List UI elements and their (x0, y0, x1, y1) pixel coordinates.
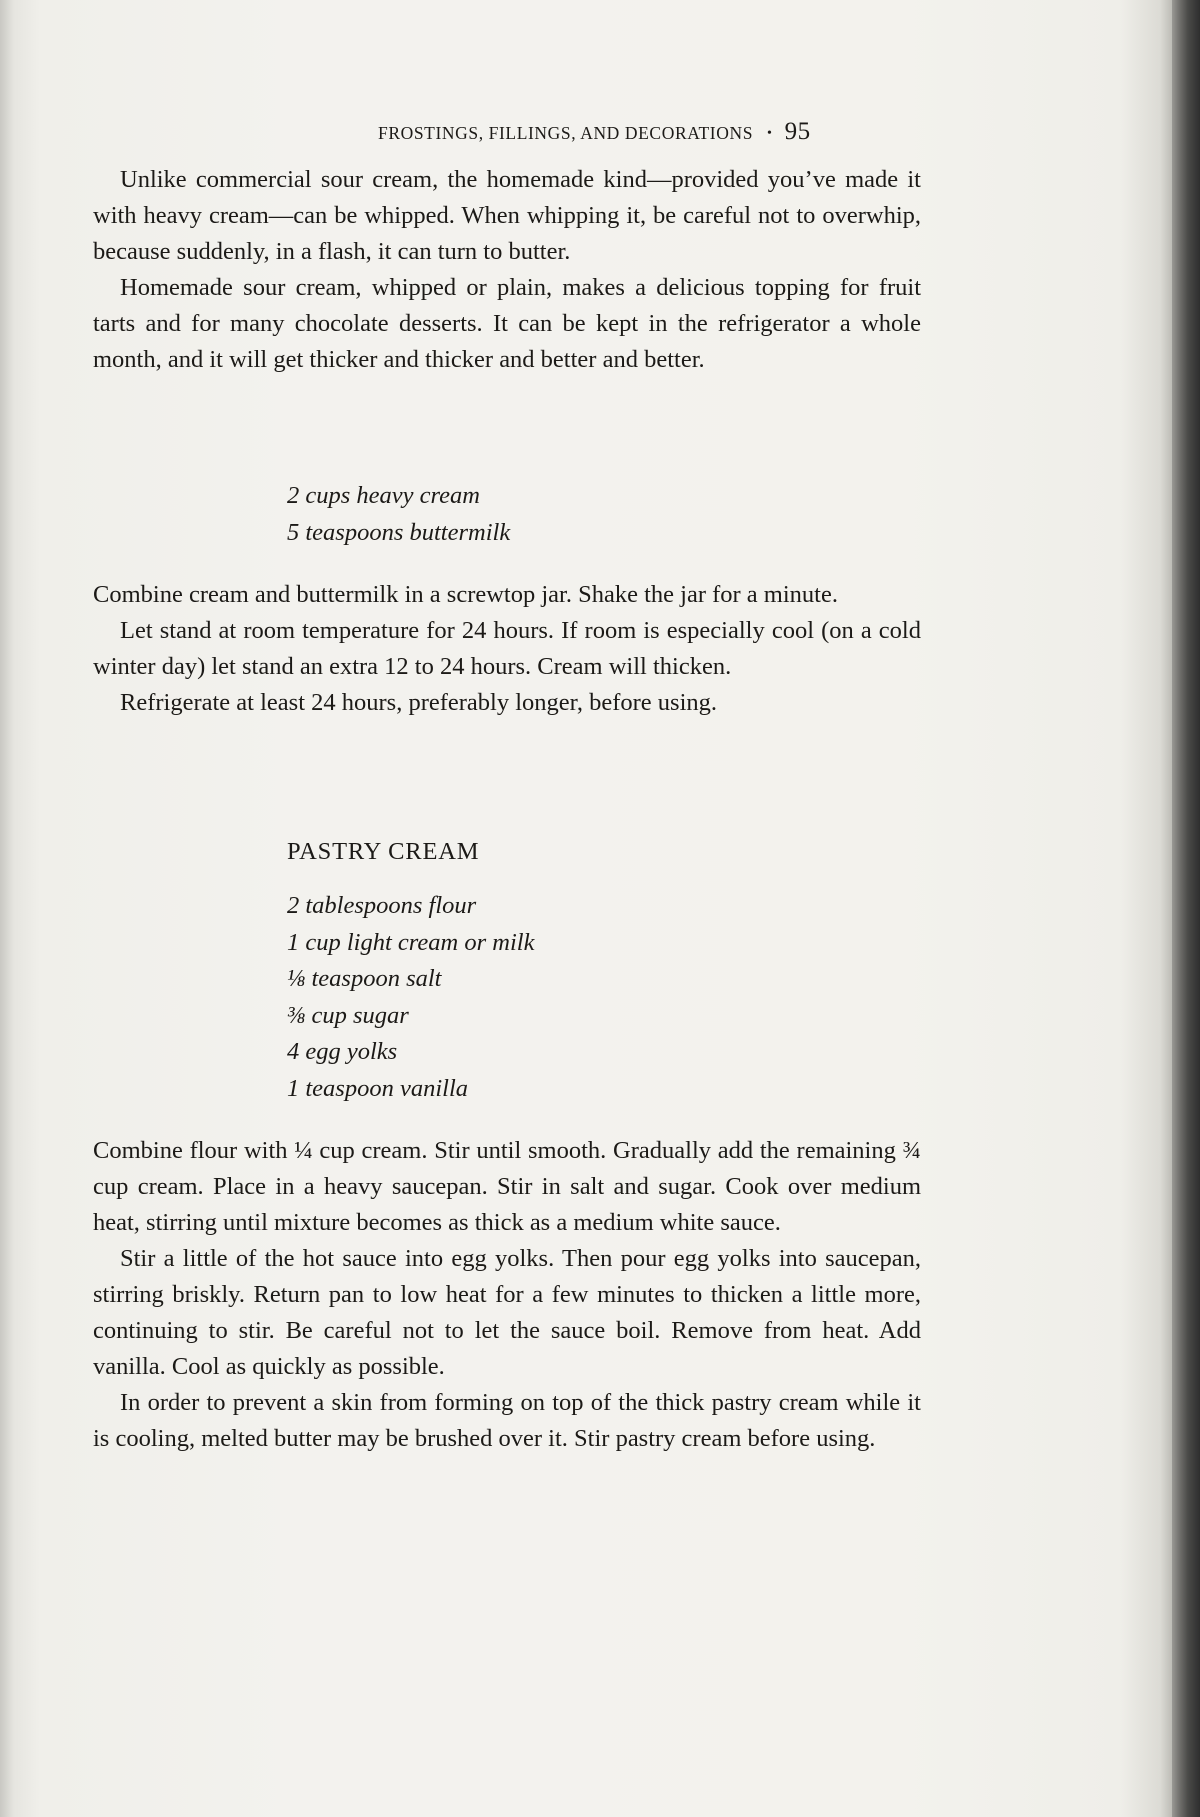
direction-paragraph: Stir a little of the hot sauce into egg yolks. Then pour egg yolks into saucepan, stirring briskly. Return pan to low heat for a few minutes to thicken a little more, continuing to stir. Be careful not to let the sauce boil. Remove from heat. Add vanilla. Cool as quickly as possible. (93, 1245, 921, 1380)
direction-paragraph: In order to prevent a skin from forming on top of the thick pastry cream while it is cooling, melted butter may be brushed over it. Stir pastry cream before using. (93, 1389, 921, 1452)
ingredient-item: 1 cup light cream or milk (287, 928, 535, 956)
recipe-title-pastry-cream: PASTRY CREAM (287, 838, 480, 865)
ingredient-item: 2 cups heavy cream (287, 482, 480, 509)
pastry-cream-ingredient-list (287, 888, 887, 1107)
page-number: 95 (784, 118, 811, 145)
ingredient-item: ⅜ cup sugar (287, 1001, 409, 1029)
book-binding-edge (1172, 0, 1200, 1817)
direction-paragraph: Let stand at room temperature for 24 hours. If room is especially cool (on a cold winter day) let stand an extra 12 to 24 hours. Cream will thicken. (93, 617, 921, 680)
ingredient-item: ⅛ teaspoon salt (287, 965, 442, 992)
sour-cream-ingredient-list (287, 478, 887, 551)
ingredient-item: 1 teaspoon vanilla (287, 1074, 469, 1102)
ingredient-item: 5 teaspoons buttermilk (287, 518, 511, 546)
intro-paragraph: Homemade sour cream, whipped or plain, makes a delicious topping for fruit tarts and for many chocolate desserts. It can be kept in the refrigerator a whole month, and it will get thicker and thicker and better and better. (93, 274, 921, 373)
pastry-cream-directions (93, 1133, 921, 1457)
direction-paragraph: Refrigerate at least 24 hours, preferably longer, before using. (120, 689, 717, 716)
chapter-title: FROSTINGS, FILLINGS, AND DECORATIONS (378, 123, 754, 143)
ingredient-item: 4 egg yolks (287, 1038, 398, 1065)
direction-paragraph: Combine cream and buttermilk in a screwtop jar. Shake the jar for a minute. (93, 581, 838, 608)
running-head (378, 118, 922, 146)
sour-cream-directions (93, 577, 921, 721)
ingredient-item: 2 tablespoons flour (287, 892, 477, 919)
intro-text (93, 162, 921, 378)
direction-paragraph: Combine flour with ¼ cup cream. Stir until smooth. Gradually add the remaining ¾ cup cream. Place in a heavy saucepan. Stir in salt and sugar. Cook over medium heat, stirring until mixture becomes as thick as a medium white sauce. (93, 1137, 921, 1236)
header-bullet: • (767, 126, 773, 141)
intro-paragraph: Unlike commercial sour cream, the homemade kind—provided you’ve made it with heavy cream—can be whipped. When whipping it, be careful not to overwhip, because suddenly, in a flash, it can turn to butter. (93, 166, 921, 265)
